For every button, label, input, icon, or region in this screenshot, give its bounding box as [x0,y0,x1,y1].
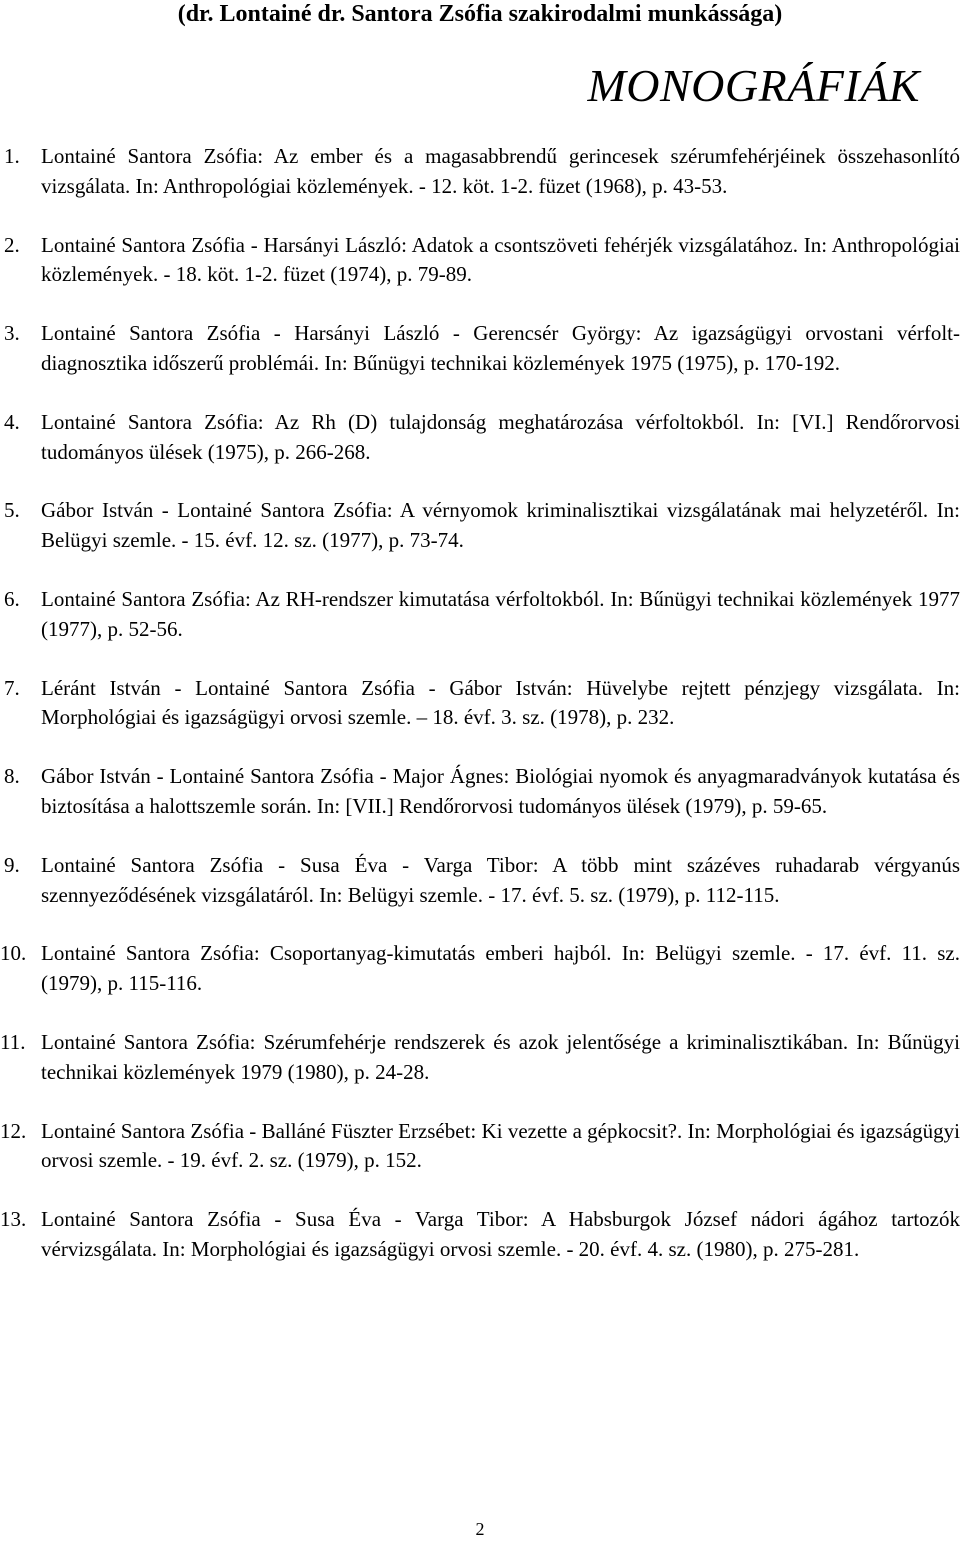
entry-text: Lontainé Santora Zsófia - Susa Éva - Varga Tibor: A több mint százéves ruhadarab vérgyanús szennyeződésének vizsgálatáról. In: Belügyi szemle. - 17. évf. 5. sz. (1979), p. 112-115. [41,852,960,907]
entry-text: Lontainé Santora Zsófia - Harsányi László: Adatok a csontszöveti fehérjék vizsgálatához. In: Anthropológiai közlemények. - 18. köt. 1-2. füzet (1974), p. 79-89. [41,232,960,287]
bibliography-entry-3 [0,319,960,379]
bibliography-entry-2 [0,231,960,291]
bibliography-entry-13 [0,1205,960,1265]
entry-text: Lontainé Santora Zsófia - Balláné Füszter Erzsébet: Ki vezette a gépkocsit?. In: Morphológiai és igazságügyi orvosi szemle. - 19. évf. 2. sz. (1979), p. 152. [41,1118,960,1173]
entry-number: 7. [4,675,20,700]
entry-number: 13. [0,1207,27,1232]
entry-number: 4. [4,409,20,434]
entry-number: 2. [4,232,20,257]
page-number: 2 [475,1519,485,1539]
bibliography-entry-5 [0,496,960,556]
entry-number: 6. [4,586,20,611]
bibliography-entry-9 [0,851,960,911]
entry-number: 12. [0,1118,27,1143]
entry-text: Gábor István - Lontainé Santora Zsófia - Major Ágnes: Biológiai nyomok és anyagmaradványok kutatása és biztosítása a halottszemle során. In: [VII.] Rendőrorvosi tudományos ülések (1979), p. 59-65. [41,764,960,818]
entry-text: Lontainé Santora Zsófia: Az RH-rendszer kimutatása vérfoltokból. In: Bűnügyi technikai közlemények 1977 (1977), p. 52-56. [41,586,960,641]
entry-text: Lontainé Santora Zsófia: Csoportanyag-kimutatás emberi hajból. In: Belügyi szemle. - 17. évf. 11. sz. (1979), p. 115-116. [41,941,960,996]
bibliography-entry-1 [0,142,960,202]
entry-number: 3. [4,321,20,346]
page-header: (dr. Lontainé dr. Santora Zsófia szakirodalmi munkássága) [177,1,783,27]
bibliography-entry-7 [0,674,960,734]
entry-text: Lontainé Santora Zsófia: Szérumfehérje rendszerek és azok jelentősége a kriminalisztikában. In: Bűnügyi technikai közlemények 1979 (1980), p. 24-28. [41,1029,960,1084]
entry-number: 8. [4,764,20,789]
entry-text: Lontainé Santora Zsófia - Harsányi László - Gerencsér György: Az igazságügyi orvostani vérfolt-diagnosztika időszerű problémái. In: Bűnügyi technikai közlemények 1975 (1975), p. 170-192. [41,321,960,375]
bibliography-list [0,142,960,1294]
bibliography-entry-6 [0,585,960,645]
entry-number: 5. [4,498,20,523]
entry-number: 9. [4,852,20,877]
bibliography-entry-11 [0,1028,960,1088]
entry-number: 11. [0,1029,26,1054]
bibliography-entry-4 [0,408,960,468]
bibliography-entry-10 [0,939,960,999]
entry-text: Léránt István - Lontainé Santora Zsófia - Gábor István: Hüvelybe rejtett pénzjegy vizsgálata. In: Morphológiai és igazságügyi orvosi szemle. – 18. évf. 3. sz. (1978), p. 232. [41,675,960,730]
entry-number: 10. [0,941,27,966]
bibliography-entry-8 [0,762,960,822]
entry-text: Lontainé Santora Zsófia - Susa Éva - Varga Tibor: A Habsburgok József nádori ágához tartozók vérvizsgálata. In: Morphológiai és igazságügyi orvosi szemle. - 20. évf. 4. sz. (1980), p. 275-281. [41,1207,960,1261]
entry-text: Lontainé Santora Zsófia: Az ember és a magasabbrendű gerincesek szérumfehérjéinek összehasonlító vizsgálata. In: Anthropológiai közlemények. - 12. köt. 1-2. füzet (1968), p. 43-53. [41,144,960,198]
entry-text: Gábor István - Lontainé Santora Zsófia: A vérnyomok kriminalisztikai vizsgálatának mai helyzetéről. In: Belügyi szemle. - 15. évf. 12. sz. (1977), p. 73-74. [41,498,960,553]
section-title: MONOGRÁFIÁK [587,60,920,111]
entry-text: Lontainé Santora Zsófia: Az Rh (D) tulajdonság meghatározása vérfoltokból. In: [VI.] Rendőrorvosi tudományos ülések (1975), p. 266-268. [41,409,960,464]
bibliography-entry-12 [0,1117,960,1177]
entry-number: 1. [4,144,20,168]
